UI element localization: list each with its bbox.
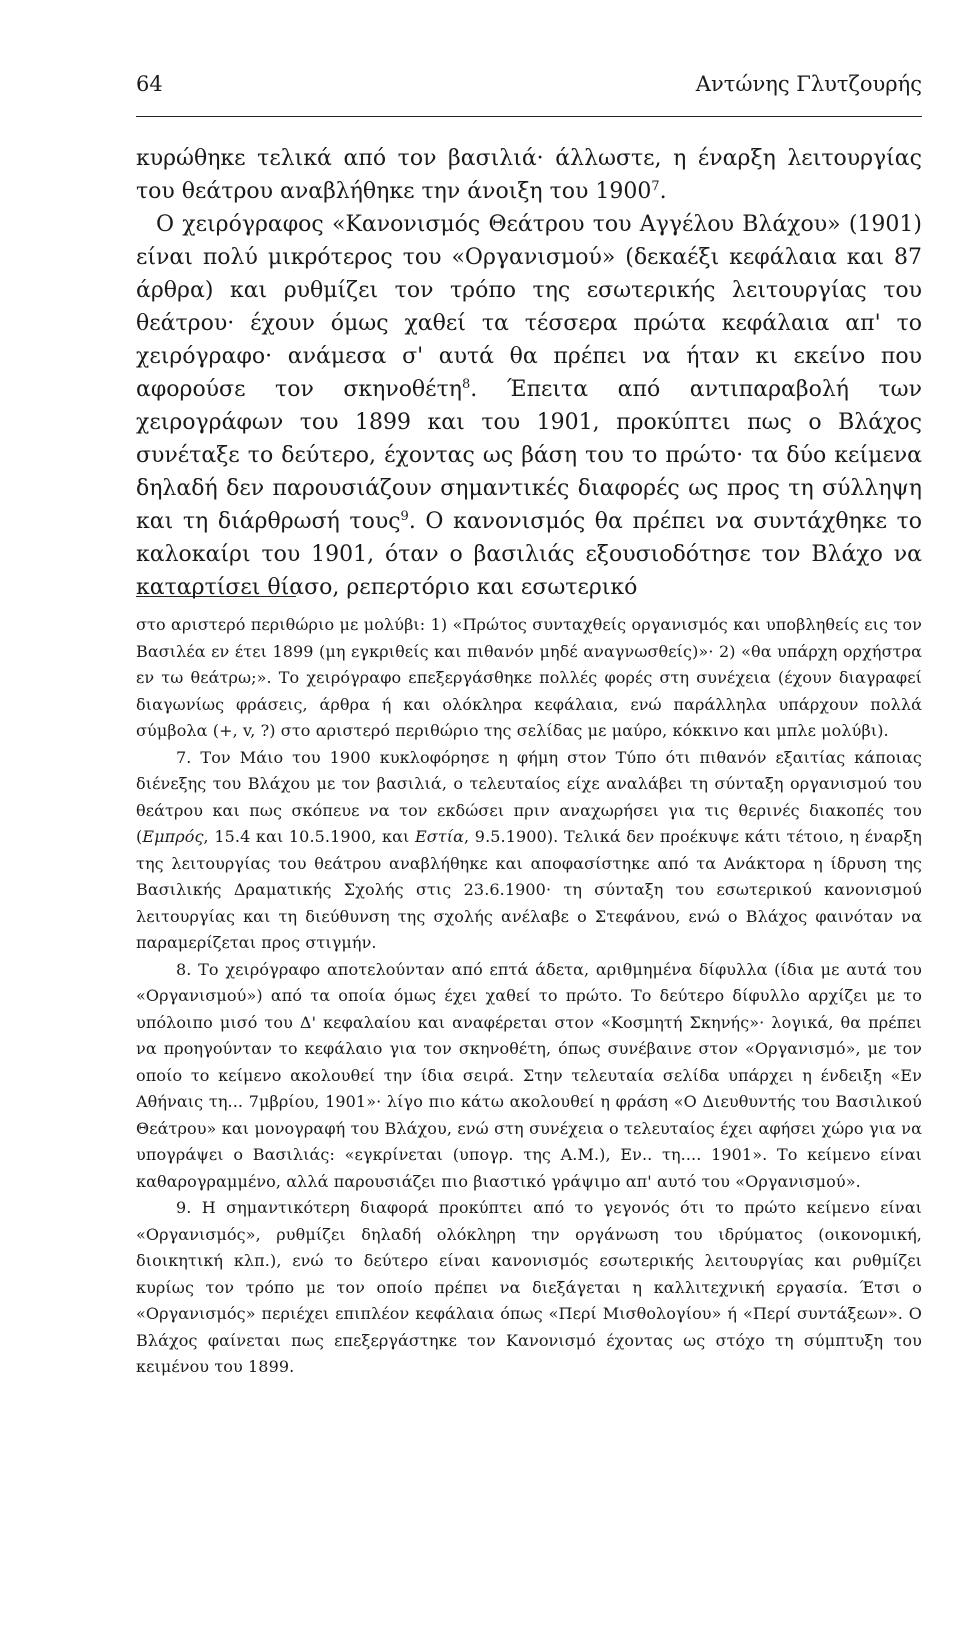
paragraph-2: Ο χειρόγραφος «Κανονισμός Θεάτρου του Αγγέλου Βλάχου» (1901) είναι πολύ μικρότερος του «Οργανισμού» (δεκαέξι κεφάλαια και 87 άρθρα) και ρυθμίζει τον τρόπο της εσωτερικής λειτουργίας του θεάτρου· έχουν όμως χαθεί τα τέσσερα πρώτα κεφάλαια απ' το χειρόγραφο· ανάμεσα σ' αυτά θα πρέπει να ήταν κι εκείνο που αφορούσε τον σκηνοθέτη$^8$. Έπειτα από αντιπαραβολή των χειρογράφων του 1899 και του 1901, προκύπτει πως ο Βλάχος συνέταξε το δεύτερο, έχοντας ως βάση του το πρώτο· τα δύο κείμενα δηλαδή δεν παρουσιάζουν σημαντικές διαφορές ως προς τη σύλληψη και τη διάρθρωσή τους$^9$. Ο κανονισμός θα πρέπει να συντάχθηκε το καλοκαίρι του 1901, όταν ο βασιλιάς εξουσιοδότησε τον Βλάχο να καταρτίσει θίασο, ρεπερτόριο και εσωτερικό — [136, 212, 922, 600]
footnote-rule — [136, 596, 296, 597]
paragraph-1: κυρώθηκε τελικά από τον βασιλιά· άλλωστε, η έναρξη λειτουργίας του θεάτρου αναβλήθηκε την άνοιξη του 1900$^7$. — [136, 146, 922, 204]
header-rule — [136, 116, 922, 117]
footnotes — [136, 612, 922, 1381]
footnote-continuation: στο αριστερό περιθώριο με μολύβι: 1) «Πρώτος συνταχθείς οργανισμός και υποβληθείς εις τον Βασιλέα εν έτει 1899 (μη εγκριθείς και πιθανόν μηδέ αναγνωσθείς)»· 2) «θα υπάρχη ορχήστρα εν τω θεάτρω;». Το χειρόγραφο επεξεργάσθηκε πολλές φορές στη συνέχεια (έχουν διαγραφεί διαγωνίως φράσεις, άρθρα ή και ολόκληρα κεφάλαια, ενώ παράλληλα υπάρχουν πολλά σύμβολα (+, v, ?) στο αριστερό περιθώριο της σελίδας με μαύρο, κόκκινο και μπλε μολύβι). — [136, 615, 922, 740]
page-number: 64 — [136, 72, 163, 96]
page-header — [136, 72, 922, 104]
main-text — [136, 142, 922, 604]
footnote-ref-8: 8 — [461, 377, 471, 392]
footnote-9: 9. Η σημαντικότερη διαφορά προκύπτει από το γεγονός ότι το πρώτο κείμενο είναι «Οργανισμός», ρυθμίζει δηλαδή ολόκληρη την οργάνωση του ιδρύματος (οικονομική, διοικητική κλπ.), ενώ το δεύτερο είναι κανονισμός εσωτερικής λειτουργίας και ρυθμίζει κυρίως τον τρόπο με τον οποίο πρέπει να διεξάγεται η καλλιτεχνική εργασία. Έτσι ο «Οργανισμός» περιέχει επιπλέον κεφάλαια όπως «Περί Μισθολογίου» ή «Περί συντάξεων». Ο Βλάχος φαίνεται πως επεξεργάστηκε τον Κανονισμό έχοντας ως στόχο τη σύμπτυξη του κειμένου του 1899. — [136, 1198, 922, 1376]
footnote-ref-9: 9 — [400, 509, 409, 524]
footnote-7: 7. Τον Μάιο του 1900 κυκλοφόρησε η φήμη στον Τύπο ότι πιθανόν εξαιτίας κάποιας διένεξης του Βλάχου με τον βασιλιά, ο τελευταίος είχε αναλάβει τη σύνταξη οργανισμού του θεάτρου και πως σκόπευε να τον εκδώσει πριν αναχωρήσει για τις θερινές διακοπές του (Εμπρός, 15.4 και 10.5.1900, και Εστία, 9.5.1900). Τελικά δεν προέκυψε κάτι τέτοιο, η έναρξη της λειτουργίας του θεάτρου αναβλήθηκε και αποφασίστηκε από τα Ανάκτορα η ίδρυση της Βασιλικής Δραματικής Σχολής στις 23.6.1900· τη σύνταξη του εσωτερικού κανονισμού λειτουργίας και τη διεύθυνση της σχολής ανέλαβε ο Στεφάνου, ενώ ο Βλάχος φαινόταν να παραμερίζεται προς στιγμήν. — [136, 747, 922, 952]
footnote-8: 8. Το χειρόγραφο αποτελούνταν από επτά άδετα, αριθμημένα δίφυλλα (ίδια με αυτά του «Οργανισμού») από τα οποία όμως έχει χαθεί το πρώτο. Το δεύτερο δίφυλλο αρχίζει με το υπόλοιπο μισό του Δ' κεφαλαίου και αναφέρεται στον «Κοσμητή Σκηνής»· λογικά, θα πρέπει να προηγούνταν το κεφάλαιο για τον σκηνοθέτη, όπως συνέβαινε στον «Οργανισμό», με τον οποίο το κείμενο ακολουθεί την ίδια σειρά. Στην τελευταία σελίδα υπάρχει η ένδειξη «Εν Αθήναις τη... 7μβρίου, 1901»· λίγο πιο κάτω ακολουθεί η φράση «Ο Διευθυντής του Βασιλικού Θεάτρου» και μονογραφή του Βλάχου, ενώ στη συνέχεια ο τελευταίος έχει αφήσει χώρο για να υπογράψει ο Βασιλιάς: «εγκρίνεται (υπογρ. της Α.Μ.), Εν.. τη.... 1901». Το κείμενο είναι καθαρογραμμένο, αλλά παρουσιάζει πιο βιαστικό γράψιμο απ' αυτό του «Οργανισμού». — [136, 959, 922, 1191]
book-page — [136, 0, 922, 1632]
running-head-author: Αντώνης Γλυτζουρής — [695, 72, 922, 96]
footnote-ref-7: 7 — [651, 179, 660, 194]
